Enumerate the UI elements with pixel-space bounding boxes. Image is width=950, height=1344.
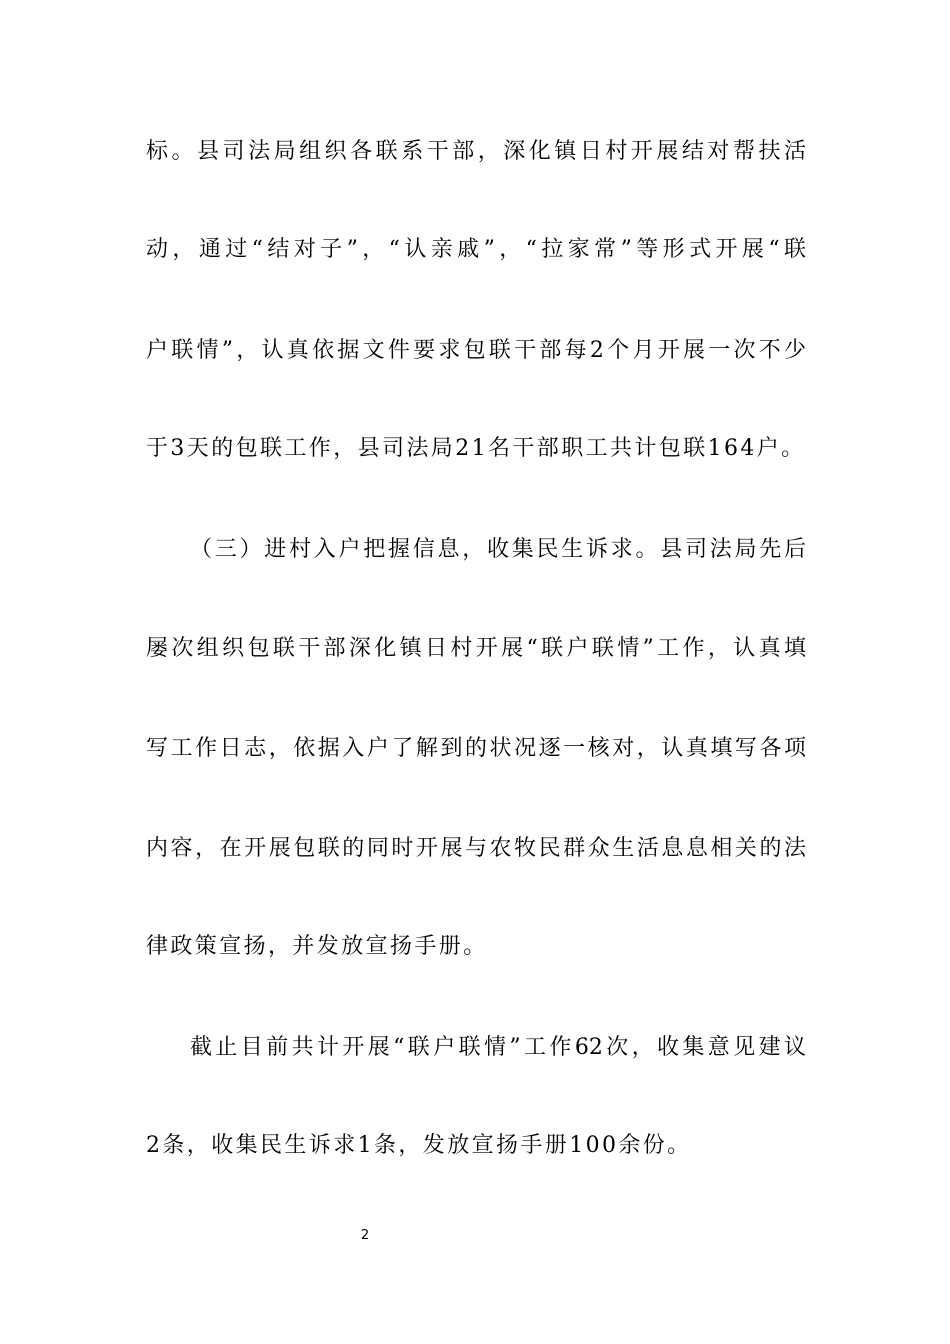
page-number: 2 xyxy=(360,1228,370,1243)
paragraph-line-10: 截止目前共计开展“联户联情”工作62次，收集意见建议 xyxy=(190,1035,806,1060)
paragraph-line-8: 内容，在开展包联的同时开展与农牧民群众生活息息相关的法 xyxy=(146,836,806,861)
paragraph-line-7: 写工作日志，依据入户了解到的状况逐一核对，认真填写各项 xyxy=(146,736,806,761)
paragraph-line-4: 于3天的包联工作，县司法局21名干部职工共计包联164户。 xyxy=(146,436,806,461)
paragraph-line-1: 标。县司法局组织各联系干部，深化镇日村开展结对帮扶活 xyxy=(146,139,806,164)
section-heading-line: （三）进村入户把握信息，收集民生诉求。县司法局先后 xyxy=(190,537,806,562)
paragraph-line-9: 律政策宣扬，并发放宣扬手册。 xyxy=(146,934,488,959)
paragraph-line-2: 动，通过“结对子”，“认亲戚”，“拉家常”等形式开展“联 xyxy=(146,237,806,262)
paragraph-line-6: 屡次组织包联干部深化镇日村开展“联户联情”工作，认真填 xyxy=(146,636,806,661)
paragraph-line-11: 2条，收集民生诉求1条，发放宣扬手册100余份。 xyxy=(146,1133,692,1158)
paragraph-line-3: 户联情”，认真依据文件要求包联干部每2个月开展一次不少 xyxy=(146,338,806,363)
